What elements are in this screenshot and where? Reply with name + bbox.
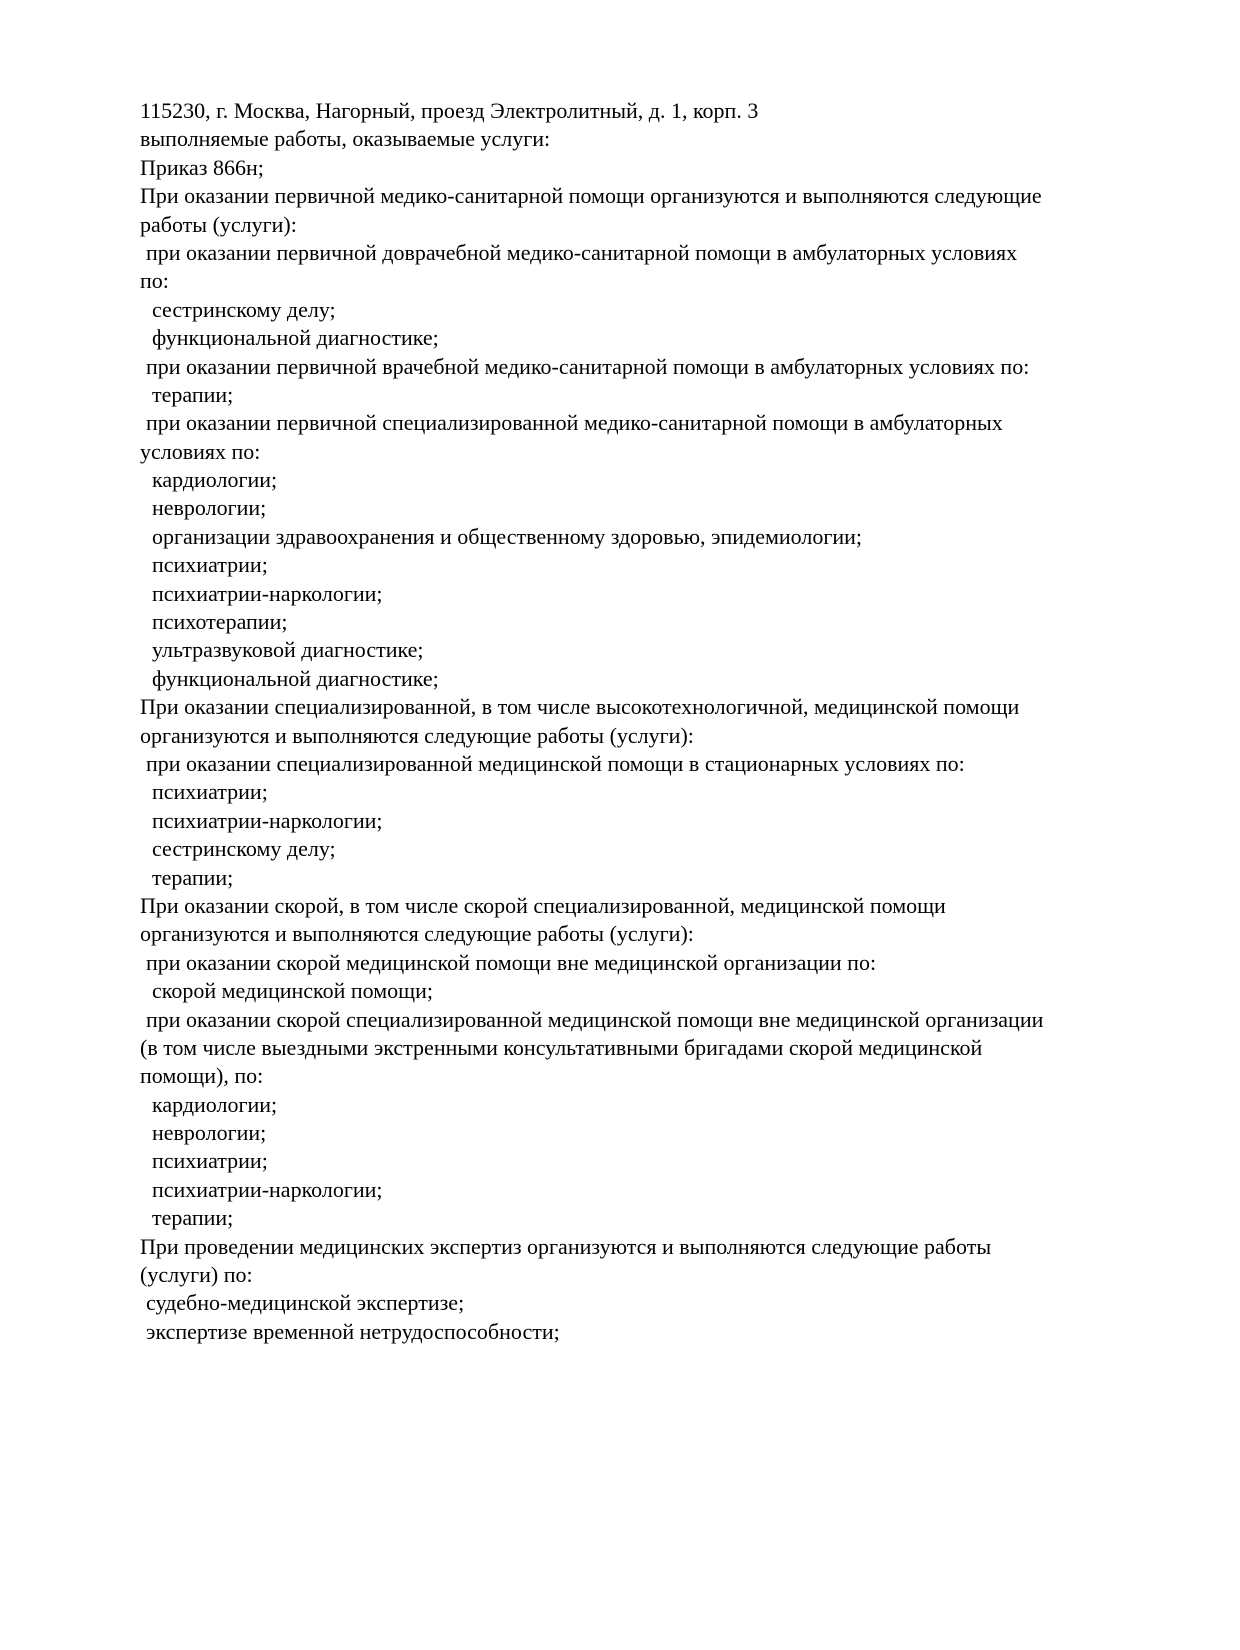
document-line: функциональной диагностике; — [152, 325, 439, 351]
document-line: неврологии; — [152, 1120, 267, 1146]
document-line: психиатрии-наркологии; — [152, 807, 383, 833]
document-line: терапии; — [152, 1205, 234, 1231]
document-line: психиатрии-наркологии; — [152, 580, 383, 606]
document-line: выполняемые работы, оказываемые услуги: — [140, 126, 551, 152]
document-line: психотерапии; — [152, 609, 288, 635]
document-line: Приказ 866н; — [140, 154, 264, 180]
document-line: При оказании первичной медико-санитарной помощи организуются и выполняются следующие — [140, 183, 1042, 209]
document-line: экспертизе временной нетрудоспособности; — [146, 1318, 560, 1344]
document-line: помощи), по: — [140, 1063, 264, 1089]
document-line: по: — [140, 268, 169, 294]
document-line: организуются и выполняются следующие работы (услуги): — [140, 722, 694, 748]
document-line: организуются и выполняются следующие работы (услуги): — [140, 921, 694, 947]
document-line: При оказании специализированной, в том числе высокотехнологичной, медицинской помощи — [140, 694, 1020, 720]
document-line: терапии; — [152, 381, 234, 407]
document-line: при оказании скорой медицинской помощи вне медицинской организации по: — [146, 949, 877, 975]
document-line: при оказании первичной доврачебной медико-санитарной помощи в амбулаторных условиях — [146, 239, 1018, 265]
document-line: при оказании первичной врачебной медико-санитарной помощи в амбулаторных условиях по: — [146, 353, 1030, 379]
document-line: судебно-медицинской экспертизе; — [146, 1290, 465, 1316]
document-line: При оказании скорой, в том числе скорой специализированной, медицинской помощи — [140, 892, 946, 918]
document-line: сестринскому делу; — [152, 836, 336, 862]
document-line: (в том числе выездными экстренными консультативными бригадами скорой медицинской — [140, 1034, 983, 1060]
document-line: психиатрии; — [152, 779, 268, 805]
document-line: при оказании скорой специализированной медицинской помощи вне медицинской организации — [146, 1006, 1044, 1032]
document-line: при оказании первичной специализированной медико-санитарной помощи в амбулаторных — [146, 410, 1003, 436]
document-line: ультразвуковой диагностике; — [152, 637, 424, 663]
document-line: условиях по: — [140, 438, 261, 464]
document-line: неврологии; — [152, 495, 267, 521]
document-line: функциональной диагностике; — [152, 665, 439, 691]
document-line: психиатрии; — [152, 552, 268, 578]
document-line: 115230, г. Москва, Нагорный, проезд Электролитный, д. 1, корп. 3 — [140, 98, 759, 123]
document-line: психиатрии-наркологии; — [152, 1176, 383, 1202]
document-line: (услуги) по: — [140, 1262, 253, 1288]
document-line: терапии; — [152, 864, 234, 890]
document-line: кардиологии; — [152, 467, 278, 493]
document-line: при оказании специализированной медицинской помощи в стационарных условиях по: — [146, 750, 965, 776]
document-line: работы (услуги): — [140, 211, 297, 237]
license-works-services-text — [140, 97, 1130, 1346]
document-line: сестринскому делу; — [152, 296, 336, 322]
document-line: кардиологии; — [152, 1091, 278, 1117]
document-line: скорой медицинской помощи; — [152, 978, 434, 1004]
document-line: психиатрии; — [152, 1148, 268, 1174]
document-line: При проведении медицинских экспертиз организуются и выполняются следующие работы — [140, 1233, 992, 1259]
document-line: организации здравоохранения и общественному здоровью, эпидемиологии; — [152, 523, 863, 549]
